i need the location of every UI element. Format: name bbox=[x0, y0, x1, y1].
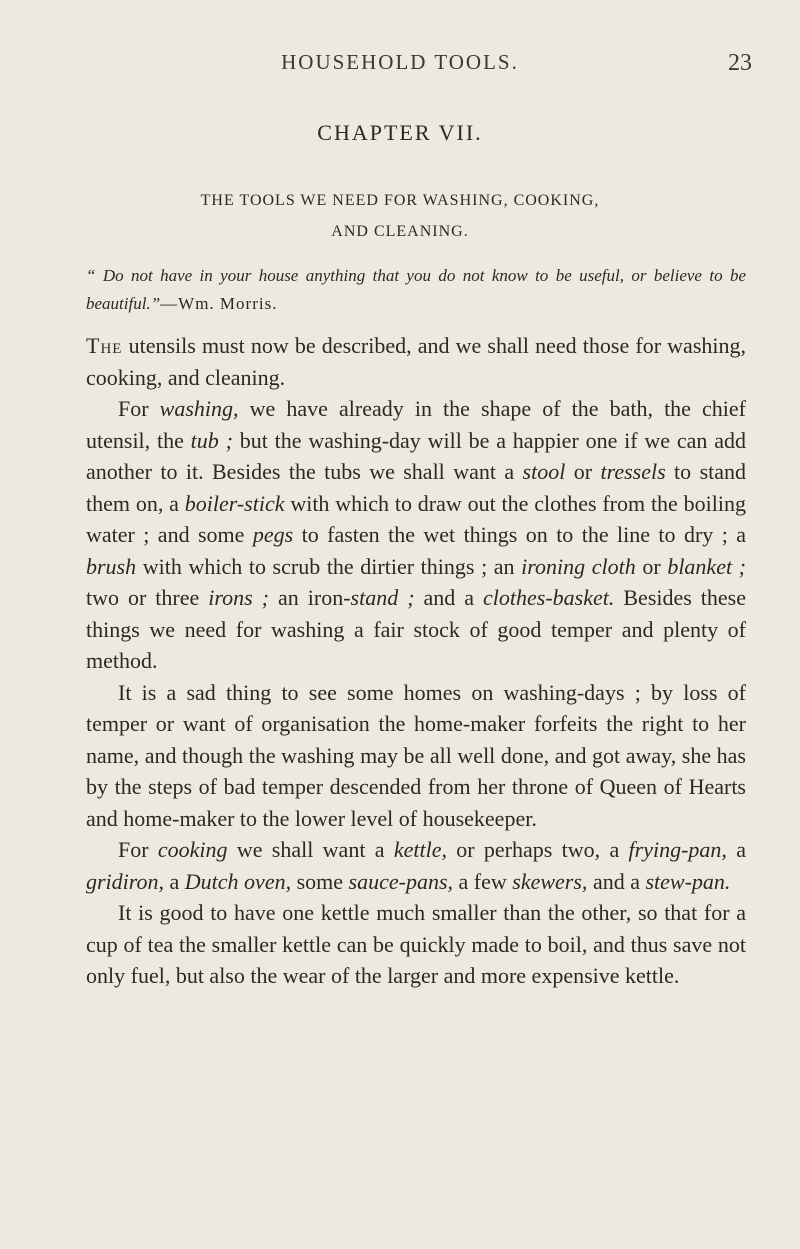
text-run: but the washing-day will be a happier one if we can add another to it. Besides the tubs we shall want a bbox=[86, 427, 746, 484]
running-head bbox=[0, 50, 800, 80]
text-run: Besides these things we need for washing a fair stock of good temper and plenty of method. bbox=[86, 585, 747, 673]
lead-word: The bbox=[86, 333, 123, 358]
page-number: 23 bbox=[728, 50, 752, 76]
text-run: two or three bbox=[86, 585, 209, 610]
italic-term: stew-pan. bbox=[645, 868, 731, 894]
text-run: It is a sad thing to see some homes on washing-days ; by loss of temper or want of organisation the home-maker forfeits the right to her name, and though the washing may be all well done, and got away, she has by the steps of bad temper descended from her throne of Queen of Hearts and home-maker to the lower level of housekeeper. bbox=[86, 679, 746, 831]
text-run: with which to scrub the dirtier things ; an bbox=[136, 553, 522, 579]
text-run: a few bbox=[453, 868, 513, 894]
paragraph-5 bbox=[86, 897, 746, 992]
chapter-subtitle-line-2: AND CLEANING. bbox=[331, 223, 469, 240]
italic-term: gridiron, bbox=[86, 868, 165, 894]
italic-term: pegs bbox=[252, 522, 294, 547]
running-head-title: HOUSEHOLD TOOLS. bbox=[281, 50, 519, 74]
paragraph-3 bbox=[86, 677, 746, 835]
text-run: It is good to have one kettle much smaller than the other, so that for a cup of tea the smaller kettle can be quickly made to boil, and thus save not only fuel, but also the wear of the larger and more expensive kettle. bbox=[86, 900, 746, 988]
italic-term: stand ; bbox=[350, 585, 415, 610]
italic-term: skewers, bbox=[512, 868, 588, 894]
text-run: we have already in the shape of the bath, the chief utensil, the bbox=[86, 396, 747, 453]
italic-term: sauce-pans, bbox=[348, 868, 454, 894]
text-run: some bbox=[291, 868, 349, 894]
text-run: utensils must now be described, and we shall need those for washing, cooking, and cleaning. bbox=[86, 333, 746, 390]
text-run: and a bbox=[414, 585, 484, 610]
italic-term: irons ; bbox=[208, 585, 270, 610]
text-run: or bbox=[565, 459, 601, 484]
text-run: a bbox=[726, 837, 747, 862]
italic-term: cooking bbox=[157, 837, 228, 862]
text-run: to fasten the wet things on to the line to dry ; a bbox=[293, 522, 746, 547]
text-run: or bbox=[635, 553, 668, 579]
text-run: to stand them on, a bbox=[86, 459, 747, 516]
epigraph bbox=[86, 262, 746, 318]
text-run: For bbox=[118, 837, 158, 862]
text-run: or perhaps two, a bbox=[446, 837, 629, 862]
italic-term: stool bbox=[522, 459, 566, 484]
text-run: we shall want a bbox=[227, 837, 394, 862]
paragraph-2 bbox=[86, 393, 746, 677]
paragraph-1 bbox=[86, 330, 746, 393]
italic-term: frying-pan, bbox=[628, 837, 727, 862]
chapter-subtitle-line-1: THE TOOLS WE NEED FOR WASHING, COOKING, bbox=[200, 192, 600, 209]
text-run: and a bbox=[587, 868, 646, 894]
text-run: a bbox=[164, 868, 185, 894]
paragraph-4 bbox=[86, 834, 746, 897]
italic-term: kettle, bbox=[393, 837, 447, 862]
italic-term: Dutch oven, bbox=[184, 868, 292, 894]
text-run: an iron- bbox=[269, 585, 351, 610]
body-text bbox=[86, 330, 746, 992]
italic-term: clothes-basket. bbox=[483, 585, 615, 610]
italic-term: boiler-stick bbox=[184, 490, 285, 516]
epigraph-quote: “ Do not have in your house anything that you do not know to be useful, or believe to be beautiful.” bbox=[86, 266, 746, 313]
italic-term: tressels bbox=[600, 459, 666, 484]
chapter-subtitle bbox=[60, 185, 740, 247]
italic-term: ironing cloth bbox=[521, 553, 636, 579]
italic-term: washing, bbox=[159, 396, 239, 421]
text-run: For bbox=[118, 396, 160, 421]
italic-term: tub ; bbox=[190, 427, 233, 453]
chapter-heading: CHAPTER VII. bbox=[317, 120, 483, 145]
italic-term: blanket ; bbox=[667, 553, 747, 579]
text-run: with which to draw out the clothes from the boiling water ; and some bbox=[86, 490, 746, 547]
epigraph-attribution: —Wm. Morris. bbox=[160, 294, 278, 313]
italic-term: brush bbox=[86, 553, 137, 579]
